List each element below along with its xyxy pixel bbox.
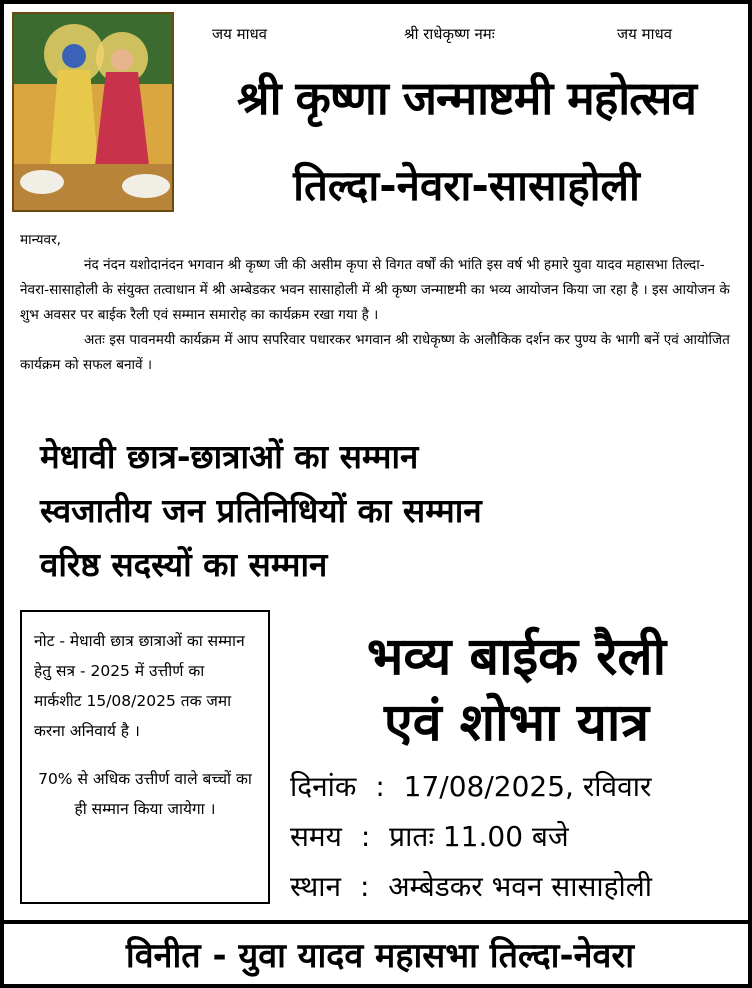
letter-paragraph-1: नंद नंदन यशोदानंदन भगवान श्री कृष्ण जी की असीम कृपा से विगत वर्षों की भांति इस वर्ष भी हमारे युवा यादव महासभा तिल्दा-नेवरा-सासाहोली के संयुक्त तत्वाधान में श्री अम्बेडकर भवन सासाहोली में श्री कृष्ण जन्माष्टमी का भव्य आयोजन किया जा रहा है । इस आयोजन के शुभ अवसर पर बाईक रैली एवं सम्मान समारोह का कार्यक्रम रखा गया है । (20, 257, 730, 323)
venue-value: अम्बेडकर भवन सासाहोली (388, 870, 653, 903)
footer-signature: विनीत - युवा यादव महासभा तिल्दा-नेवरा (125, 936, 635, 976)
separator: : (360, 820, 371, 853)
event-venue-row (290, 862, 652, 912)
letter-paragraph-2: अतः इस पावनमयी कार्यक्रम में आप सपरिवार पधारकर भगवान श्री राधेकृष्ण के अलौकिक दर्शन कर पुण्य के भागी बनें एवं आयोजित कार्यक्रम को सफल बनावें । (20, 332, 730, 373)
radha-krishna-image (12, 12, 174, 212)
main-title: श्री कृष्णा जन्माष्टमी महोत्सव (237, 71, 696, 125)
note-box (20, 610, 270, 904)
honors-list (40, 430, 482, 592)
time-value: प्रातः 11.00 बजे (389, 820, 569, 853)
separator: : (375, 770, 385, 803)
salutation: मान्यवर, (20, 232, 61, 248)
rally-title-line-2: एवं शोभा यात्र (383, 693, 650, 753)
time-label: समय (290, 820, 342, 853)
note-text: नोट - मेधावी छात्र छात्राओं का सम्मान हेतु सत्र - 2025 में उत्तीर्ण का मार्कशीट 15/08/2025 तक जमा करना अनिवार्य है । (34, 632, 245, 740)
greeting-right: जय माधव (617, 25, 673, 43)
invitation-letter (20, 228, 730, 378)
greeting-left: जय माधव (212, 25, 268, 43)
event-date-row (290, 762, 652, 812)
date-label: दिनांक (290, 770, 357, 803)
date-value: 17/08/2025, रविवार (403, 770, 652, 803)
greeting-center: श्री राधेकृष्ण नमः (404, 25, 495, 43)
sub-title: तिल्दा-नेवरा-सासाहोली (293, 161, 640, 210)
rally-title-line-1: भव्य बाईक रैली (366, 627, 667, 687)
event-time-row (290, 812, 652, 862)
honor-item: स्वजातीय जन प्रतिनिधियों का सम्मान (40, 491, 482, 530)
separator: : (359, 870, 370, 903)
note-condition: 70% से अधिक उत्तीर्ण वाले बच्चों का ही सम्मान किया जायेगा । (38, 770, 252, 818)
rally-title (284, 624, 749, 756)
venue-label: स्थान (290, 870, 342, 903)
honor-item: मेधावी छात्र-छात्राओं का सम्मान (40, 437, 419, 476)
honor-item: वरिष्ठ सदस्यों का सम्मान (40, 545, 328, 584)
event-details (290, 762, 652, 912)
